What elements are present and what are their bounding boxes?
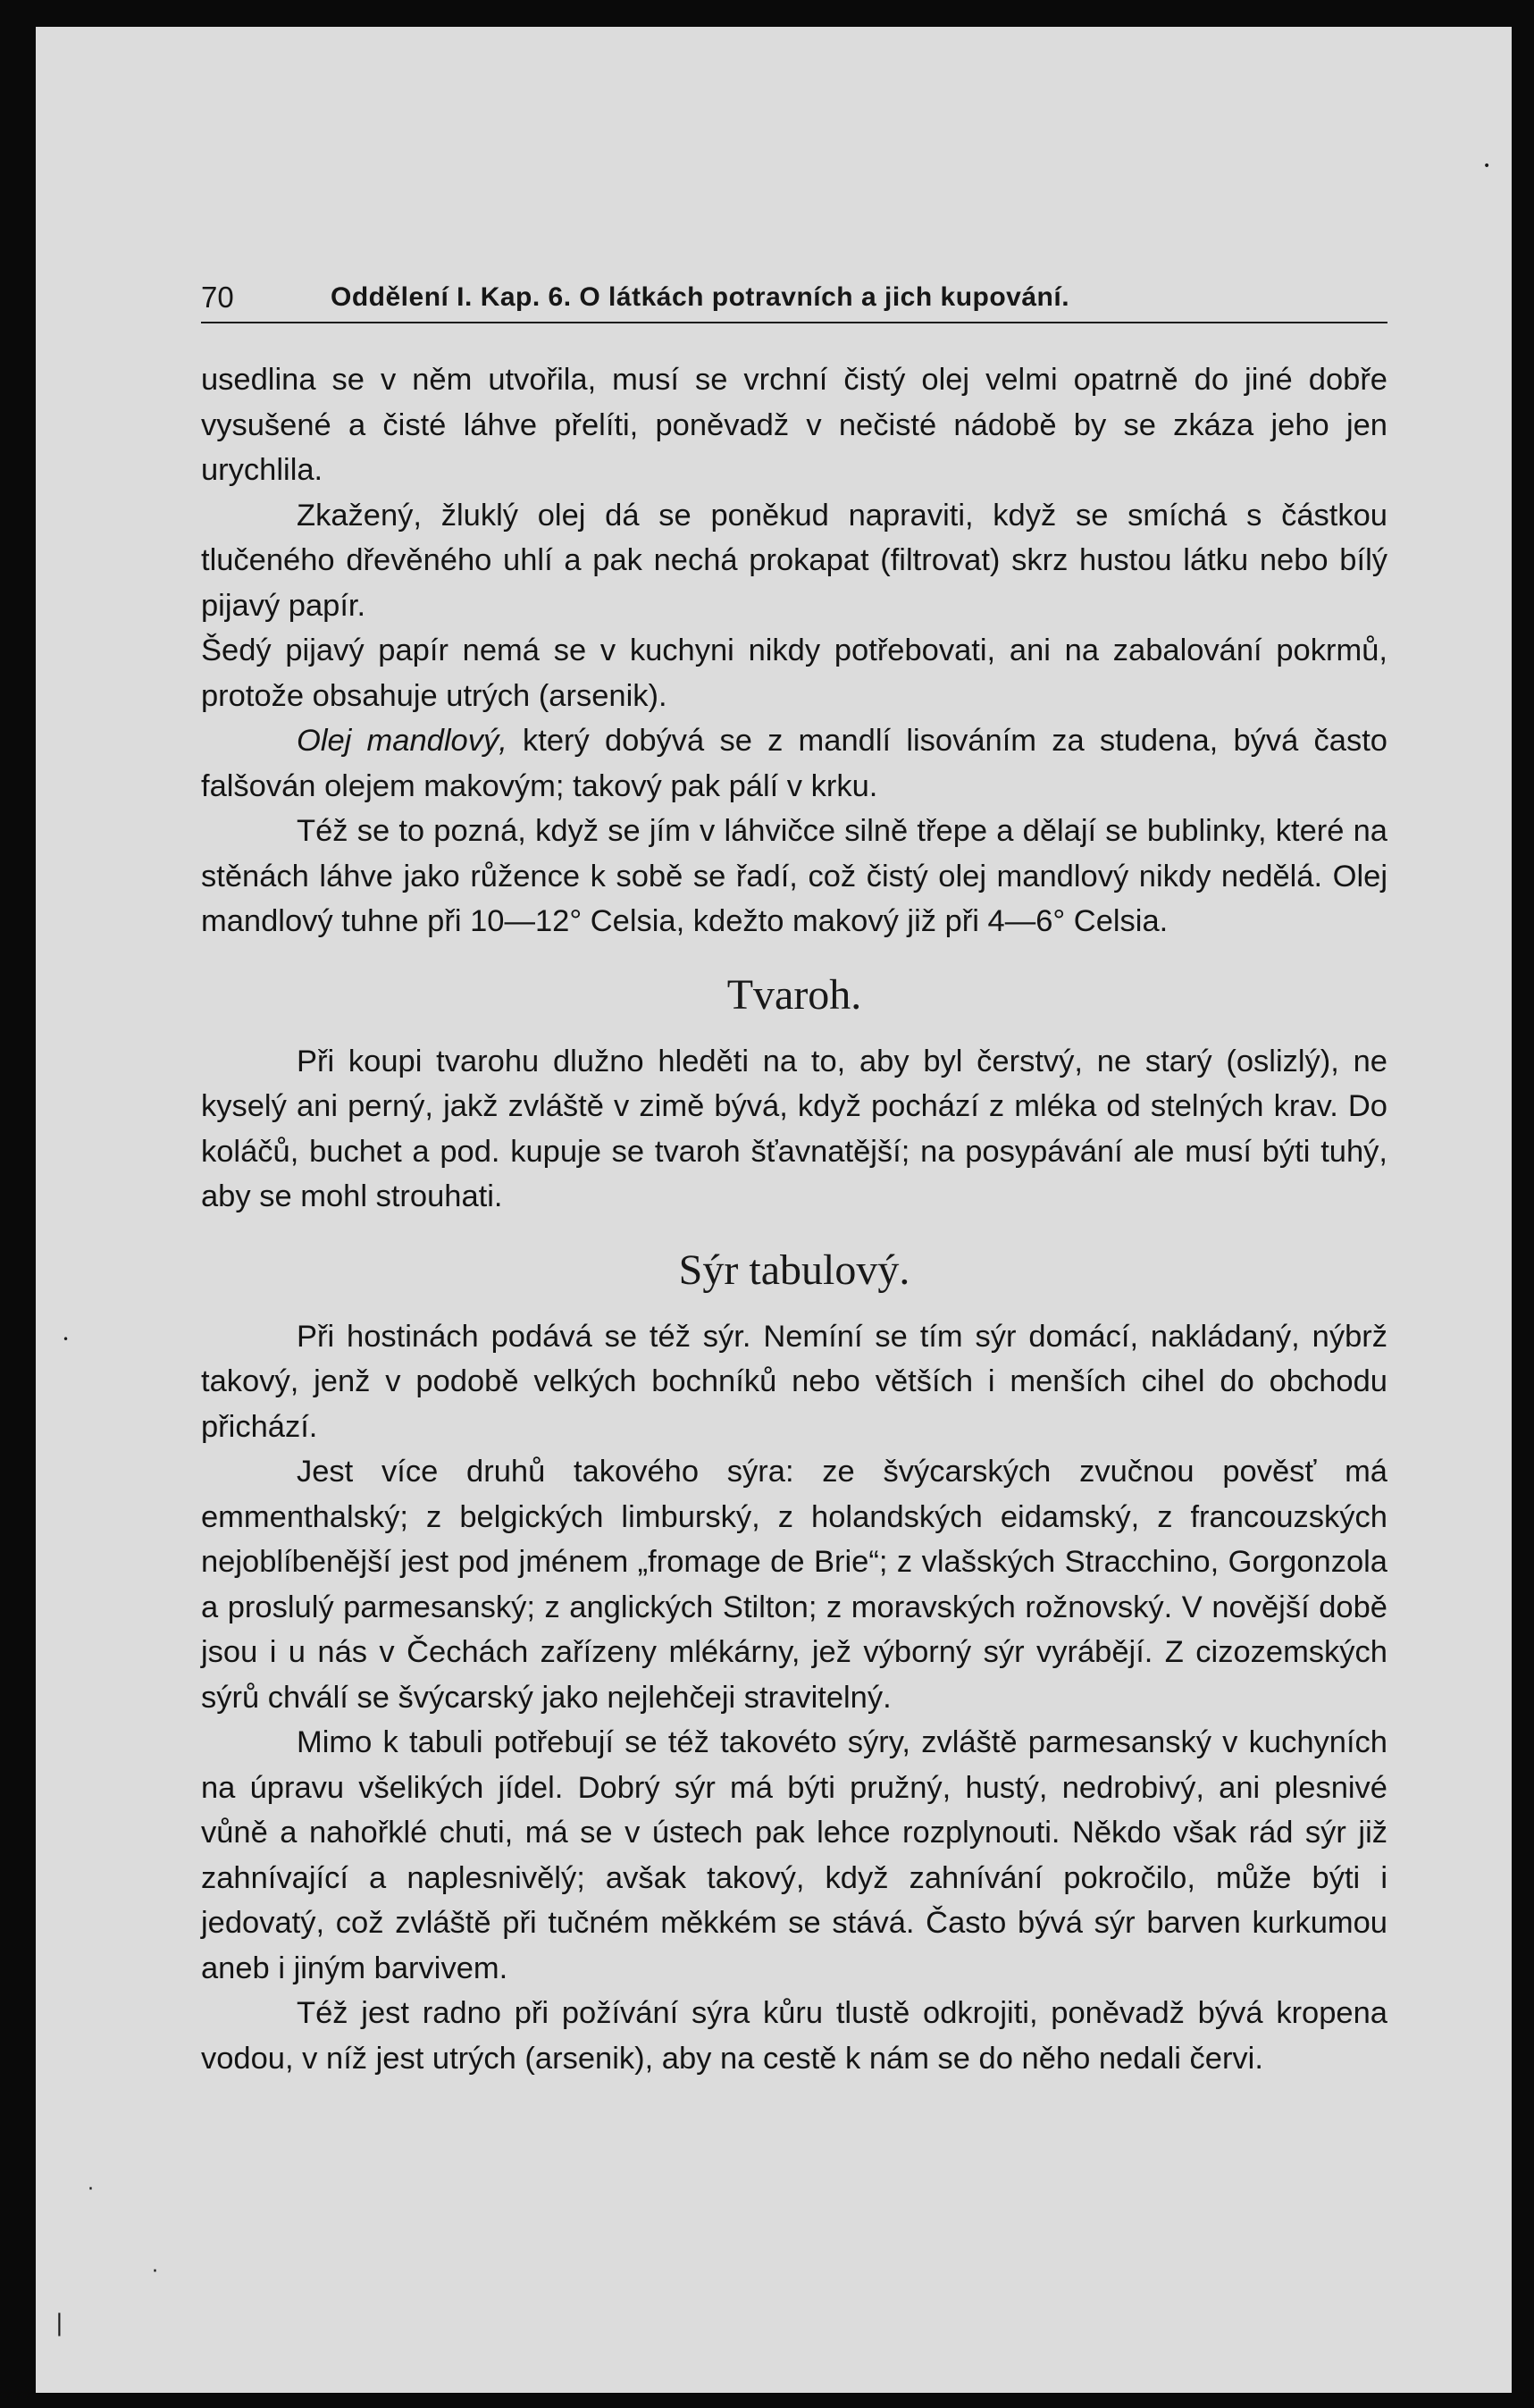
paragraph-text: který dobývá se z mandlí lisováním za studena, bývá často falšován olejem makovým; takový pak pálí v krku. [201,724,1387,803]
section-heading: Tvaroh. [726,970,862,1019]
term-emphasis: Olej mandlový, [297,724,507,758]
scan-speck: • [63,1333,70,1346]
paragraph: Jest více druhů takového sýra: ze švýcarských zvučnou pověsť má emmenthalský; z belgických limburský, z holandských eidamský, z francouzských nejoblíbenější jest pod jménem „fromage de Brie“; z vlašských Stracchino, Gorgonzola a proslulý parmesanský; z anglických Stilton; z moravských rožnovský. V novější době jsou i u nás v Čechách zařízeny mlékárny, jež výborný sýr vyrábějí. Z cizozemských sýrů chválí se švýcarský jako nejlehčeji stravitelný. [201,1455,1387,1715]
section-heading: Sýr tabulový. [678,1246,910,1294]
paragraph [201,718,1387,809]
paragraph: usedlina se v něm utvořila, musí se vrchní čistý olej velmi opatrně do jiné dobře vysušené a čisté láhve přelíti, poněvadž v nečisté nádobě by se zkáza jeho jen urychlila. [201,363,1387,487]
page-number: 70 [201,281,234,314]
paragraph: Při hostinách podává se též sýr. Nemíní se tím sýr domácí, nakládaný, nýbrž takový, jenž v podobě velkých bochníků nebo větších i menších cihel do obchodu přichází. [201,1319,1387,1444]
scan-speck: · [88,2178,94,2201]
scan-speck: | [55,2310,63,2337]
running-title: Oddělení I. Kap. 6. O látkách potravních a jich kupování. [331,282,1070,312]
book-page [36,27,1512,2393]
paragraph: Šedý pijavý papír nemá se v kuchyni nikdy potřebovati, ani na zabalování pokrmů, protože obsahuje utrých (arsenik). [201,633,1387,713]
page-header [201,275,1387,323]
paragraph: Též se to pozná, když se jím v láhvičce silně třepe a dělají se bublinky, které na stěnách láhve jako růžence k sobě se řadí, což čistý olej mandlový nikdy nedělá. Olej mandlový tuhne při 10—12° Celsia, kdežto makový již při 4—6° Celsia. [201,814,1387,938]
paragraph: Mimo k tabuli potřebují se též takovéto sýry, zvláště parmesanský v kuchyních na úpravu všelikých jídel. Dobrý sýr má býti pružný, hustý, nedrobivý, ani plesnivé vůně a nahořklé chuti, má se v ústech pak lehce rozplynouti. Někdo však rád sýr již zahnívající a naplesnivělý; avšak takový, když zahnívání pokročilo, může býti i jedovatý, což zvláště při tučném měkkém se stává. Často bývá sýr barven kurkumou aneb i jiným barvivem. [201,1725,1387,1985]
paragraph: Při koupi tvarohu dlužno hleděti na to, aby byl čerstvý, ne starý (oslizlý), ne kyselý ani perný, jakž zvláště v zimě bývá, když pochází z mléka od stelných krav. Do koláčů, buchet a pod. kupuje se tvaroh šťavnatější; na posypávání ale musí býti tuhý, aby se mohl strouhati. [201,1044,1387,1213]
page-body [201,357,1387,2081]
scan-speck: • [1483,159,1491,173]
section-tvaroh [201,964,1387,1220]
paragraph: Zkažený, žluklý olej dá se poněkud napraviti, když se smíchá s částkou tlučeného dřevěného uhlí a pak nechá prokapat (filtrovat) skrz hustou látku nebo bílý pijavý papír. [201,498,1387,623]
scan-speck: · [152,2261,158,2283]
section-syr-tabulovy [201,1239,1387,2082]
paragraph: Též jest radno při požívání sýra kůru tlustě odkrojiti, poněvadž bývá kropena vodou, v níž jest utrých (arsenik), aby na cestě k nám se do něho nedali červi. [201,1996,1387,2076]
section-oil [201,357,1387,944]
